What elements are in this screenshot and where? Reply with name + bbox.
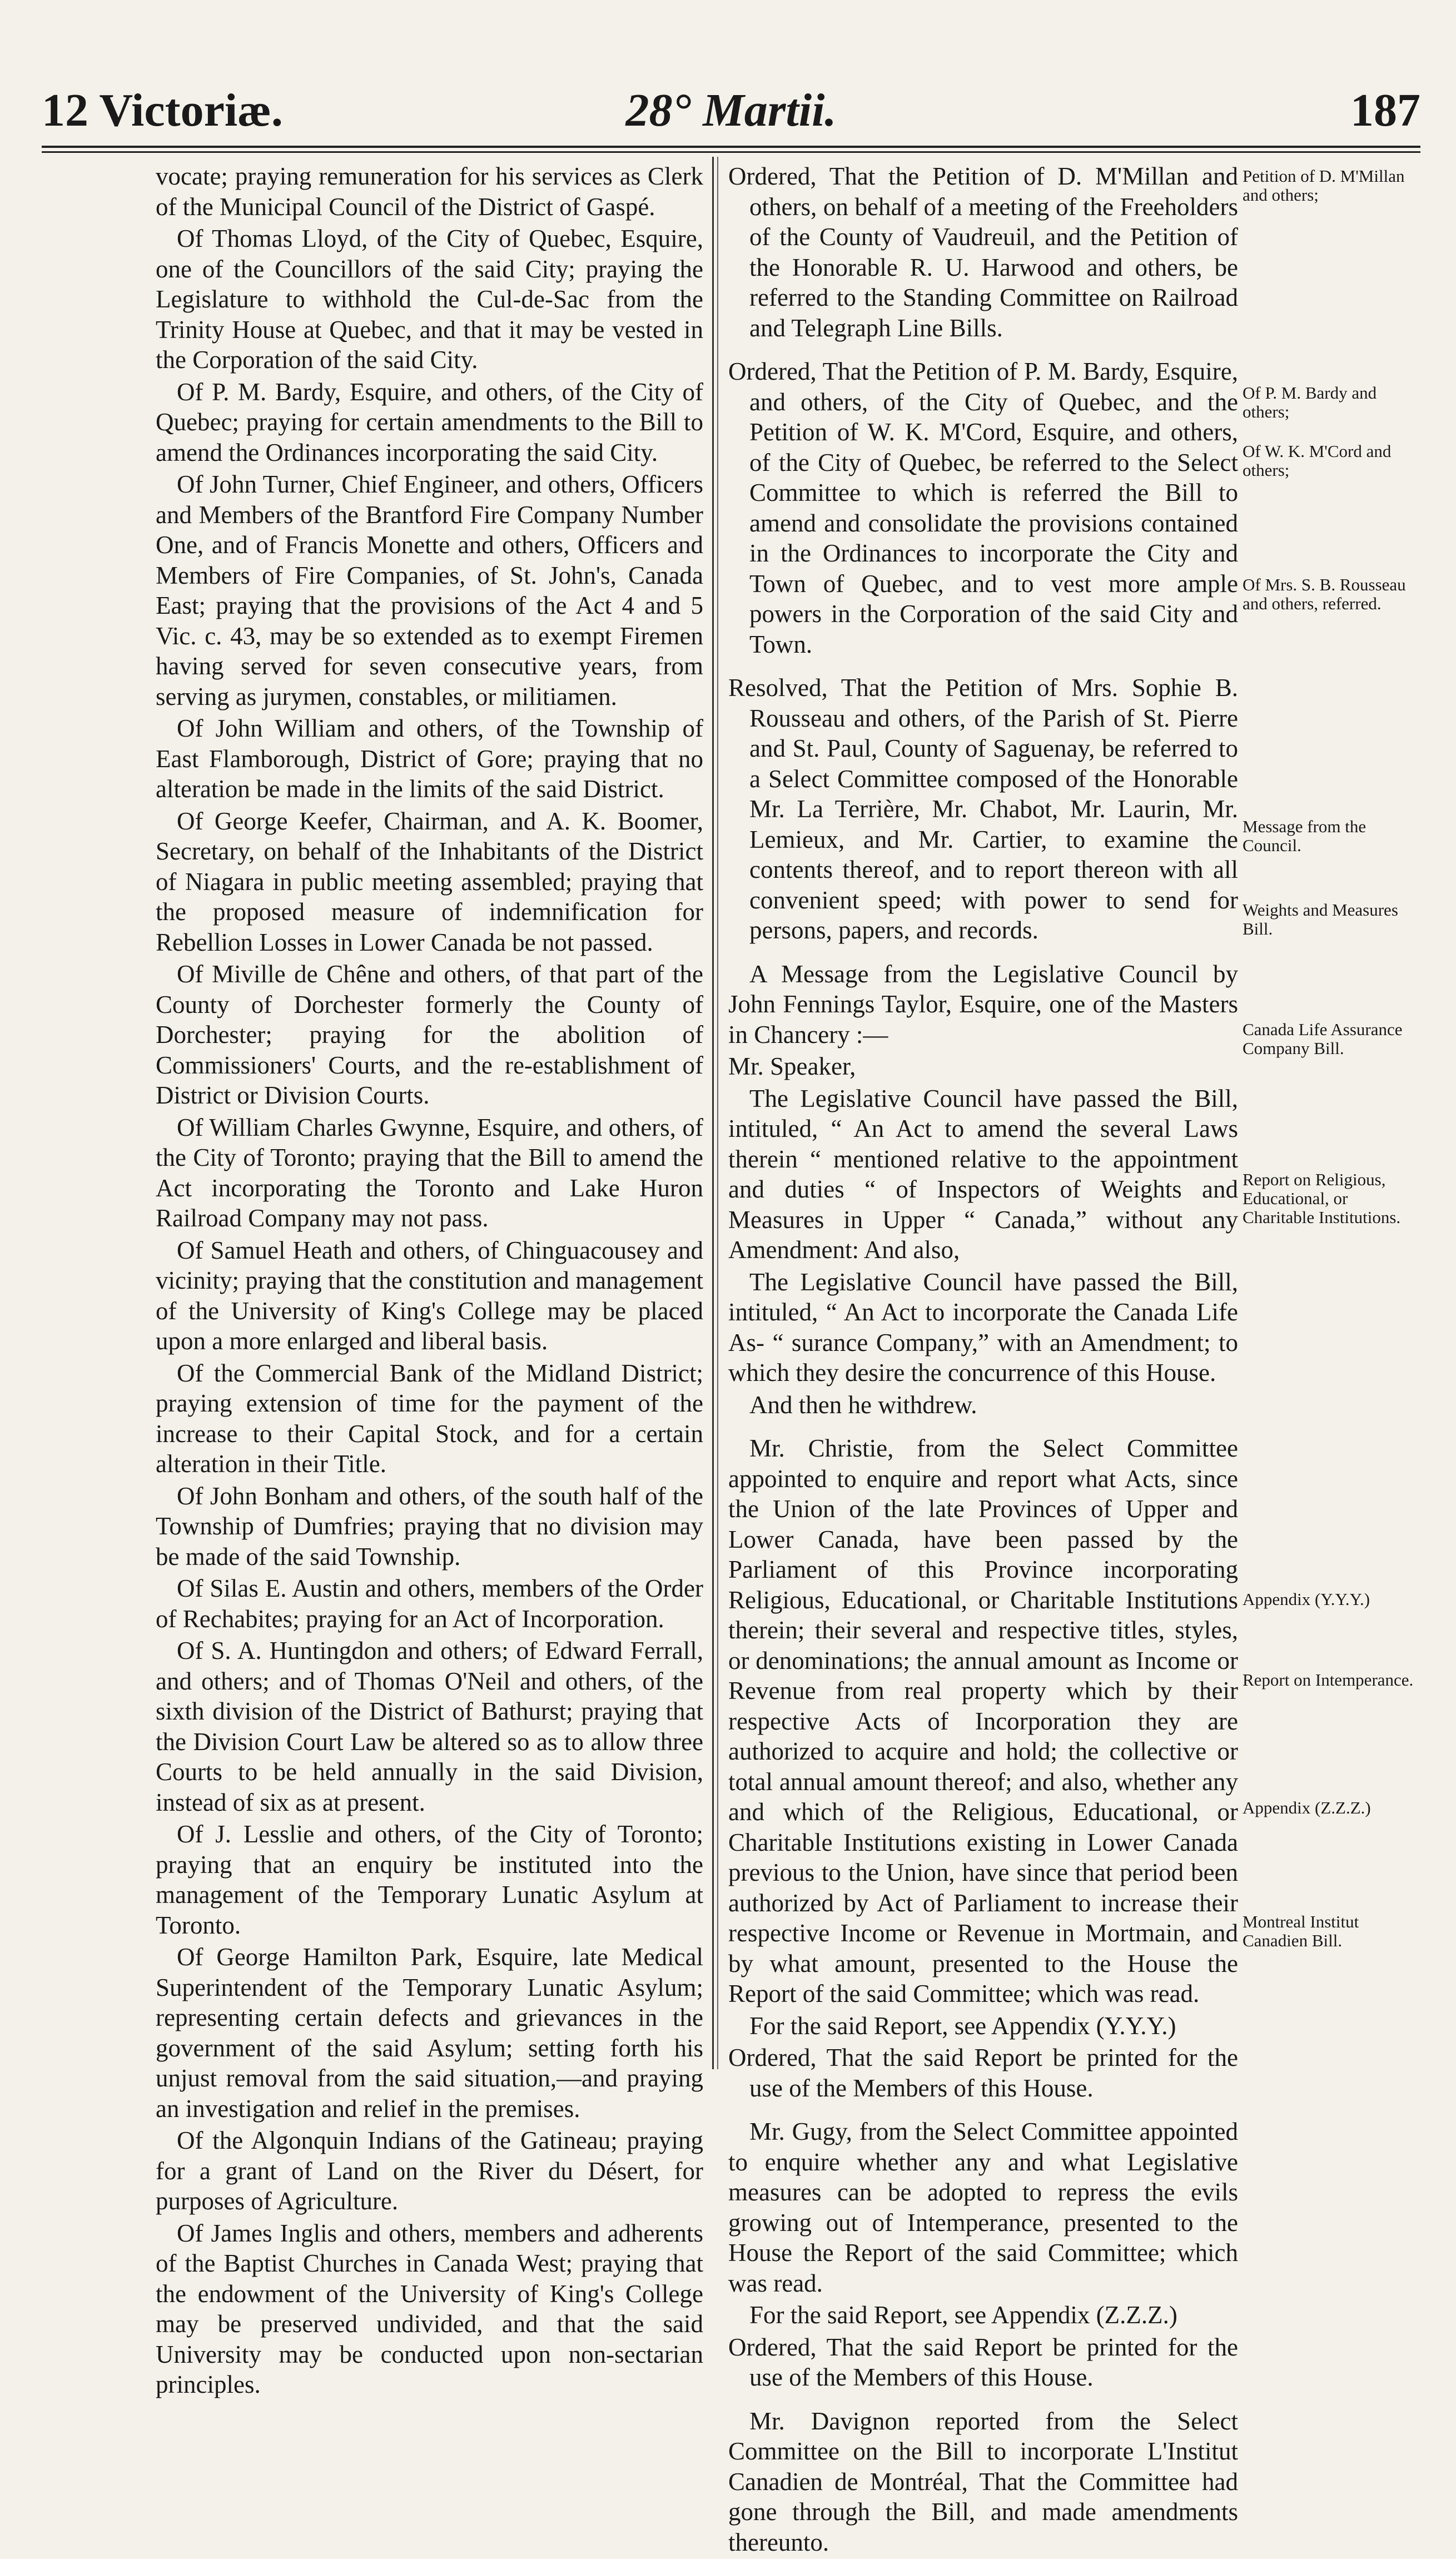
margin-note: Report on Religious, Educational, or Charitable Institutions. bbox=[1243, 1170, 1401, 1227]
resolution-paragraph: Resolved, That the Petition of Mrs. Sophie B. Rousseau and others, of the Parish of St. Pierre and St. Paul, County of Saguenay, be referred to a Select Committee composed of the Honorable Mr. La Terrière, Mr. Chabot, Mr. Laurin, Mr. Lemieux, and Mr. Cartier, to examine the contents thereof, and to report thereon with all convenient speed; with power to send for persons, papers, and records. bbox=[728, 674, 1238, 944]
message-intro: A Message from the Legislative Council by John Fennings Taylor, Esquire, one of the Masters in Chancery :— bbox=[728, 960, 1238, 1049]
margin-note: Montreal Institut Canadien Bill. bbox=[1243, 1912, 1359, 1950]
header-rule-thick bbox=[42, 146, 1420, 148]
petition-paragraph: Of Samuel Heath and others, of Chinguacousey and vicinity; praying that the constitution and management of the University of King's College may be placed upon a more enlarged and liberal basis. bbox=[156, 1236, 703, 1355]
report-paragraph: Mr. Christie, from the Select Committee appointed to enquire and report what Acts, since the Union of the late Provinces of Upper and Lower Canada, have been passed by the Parliament of this Province incorporating Religious, Educational, or Charitable Institutions therein; their several and respective titles, styles, or denominations; the annual amount as Income or Revenue from real property which by their respective Acts of Incorporation they are authorized to acquire and hold; the collective or total annual amount thereof; and also, whether any and which of the Religious, Educational, or Charitable Institutions existing in Lower Canada previous to the Union, have since that period been authorized by Act of Parliament to increase their respective Income or Revenue in Mortmain, and by what amount, presented to the House the Report of the said Committee; which was read. bbox=[728, 1434, 1238, 2008]
order-paragraph: Ordered, That the Petition of D. M'Millan and others, on behalf of a meeting of the Freeholders of the County of Vaudreuil, and the Petition of the Honorable R. U. Harwood and others, be referred to the Standing Committee on Railroad and Telegraph Line Bills. bbox=[728, 162, 1238, 342]
margin-note: Message from the Council. bbox=[1243, 817, 1366, 855]
petition-paragraph: Of John Turner, Chief Engineer, and others, Officers and Members of the Brantford Fire Company Number One, and of Francis Monette and others, Officers and Members of Fire Companies, of St. John's, Canada East; praying that the provisions of the Act 4 and 5 Vic. c. 43, may be so extended as to exempt Firemen having served for seven consecutive years, from serving as jurymen, constables, or militiamen. bbox=[156, 470, 703, 710]
page-number: 187 bbox=[1350, 85, 1420, 136]
left-column bbox=[156, 161, 703, 2402]
margin-note: Appendix (Z.Z.Z.) bbox=[1243, 1798, 1371, 1817]
petition-paragraph: Of J. Lesslie and others, of the City of Toronto; praying that an enquiry be instituted into the management of the Temporary Lunatic Asylum at Toronto. bbox=[156, 1820, 703, 1939]
margin-note: Of P. M. Bardy and others; bbox=[1243, 383, 1377, 421]
petition-paragraph: Of Thomas Lloyd, of the City of Quebec, Esquire, one of the Councillors of the said City; praying the Legislature to withhold the Cul-de-Sac from the Trinity House at Quebec, and that it may be vested in the Corporation of the said City. bbox=[156, 225, 703, 374]
petition-paragraph: Of James Inglis and others, members and adherents of the Baptist Churches in Canada West; praying that the endowment of the University of King's College may be preserved undivided, and that the said University may be conducted upon non-sectarian principles. bbox=[156, 2219, 703, 2398]
margin-note: Weights and Measures Bill. bbox=[1243, 900, 1398, 938]
report-paragraph: Mr. Davignon reported from the Select Committee on the Bill to incorporate L'Institut Canadien de Montréal, That the Committee had gone through the Bill, and made amendments thereunto. bbox=[728, 2407, 1238, 2556]
header-rule-thin bbox=[42, 151, 1420, 153]
margin-note: Appendix (Y.Y.Y.) bbox=[1243, 1589, 1370, 1609]
petition-paragraph: vocate; praying remuneration for his services as Clerk of the Municipal Council of the District of Gaspé. bbox=[156, 162, 703, 221]
petition-paragraph: Of John William and others, of the Township of East Flamborough, District of Gore; praying that no alteration be made in the limits of the said District. bbox=[156, 714, 703, 803]
petition-paragraph: Of William Charles Gwynne, Esquire, and others, of the City of Toronto; praying that the Bill to amend the Act incorporating the Toronto and Lake Huron Railroad Company may not pass. bbox=[156, 1113, 703, 1232]
margin-note: Canada Life Assurance Company Bill. bbox=[1243, 1020, 1403, 1058]
petition-paragraph: Of George Hamilton Park, Esquire, late Medical Superintendent of the Temporary Lunatic Asylum; representing certain defects and grievances in the government of the said Asylum; setting forth his unjust removal from the said situation,—and praying an investigation and relief in the premises. bbox=[156, 1943, 703, 2123]
petition-paragraph: Of the Commercial Bank of the Midland District; praying extension of time for the payment of the increase to their Capital Stock, and for a certain alteration in their Title. bbox=[156, 1359, 703, 1478]
margin-note: Report on Intemperance. bbox=[1243, 1670, 1414, 1690]
header-date: 28° Martii. bbox=[625, 85, 837, 136]
appendix-reference: For the said Report, see Appendix (Z.Z.Z.) bbox=[749, 2301, 1177, 2329]
message-paragraph: The Legislative Council have passed the Bill, intituled, “ An Act to incorporate the Canada Life As- “ surance Company,” with an Amendment; to which they desire the concurrence of this House. bbox=[728, 1268, 1238, 1387]
margin-note: Petition of D. M'Millan and others; bbox=[1243, 166, 1405, 205]
column-divider-inner bbox=[717, 157, 718, 2069]
order-paragraph: Ordered, That the Petition of P. M. Bardy, Esquire, and others, of the City of Quebec, and the Petition of W. K. M'Cord, Esquire, and others, of the City of Quebec, be referred to the Select Committee to which is referred the Bill to amend and consolidate the provisions contained in the Ordinances to incorporate the City and Town of Quebec, and to vest more ample powers in the Corporation of the said City and Town. bbox=[728, 357, 1238, 658]
petition-paragraph: Of Silas E. Austin and others, members of the Order of Rechabites; praying for an Act of Incorporation. bbox=[156, 1574, 703, 1633]
margin-note: Of W. K. M'Cord and others; bbox=[1243, 441, 1392, 480]
header-regnal-year: 12 Victoriæ. bbox=[42, 85, 283, 136]
petition-paragraph: Of the Algonquin Indians of the Gatineau; praying for a grant of Land on the River du Désert, for purposes of Agriculture. bbox=[156, 2126, 703, 2215]
margin-note: Of Mrs. S. B. Rousseau and others, referred. bbox=[1243, 575, 1406, 613]
right-column bbox=[728, 161, 1238, 2559]
appendix-reference: For the said Report, see Appendix (Y.Y.Y.) bbox=[749, 2011, 1176, 2040]
order-paragraph: Ordered, That the said Report be printed for the use of the Members of this House. bbox=[728, 2044, 1238, 2102]
message-salutation: Mr. Speaker, bbox=[728, 1052, 856, 1080]
petition-paragraph: Of S. A. Huntingdon and others; of Edward Ferrall, and others; and of Thomas O'Neil and others, of the sixth division of the District of Bathurst; praying that the Division Court Law be altered so as to allow three Courts to be held annually in the said Division, instead of six as at present. bbox=[156, 1637, 703, 1816]
petition-paragraph: Of P. M. Bardy, Esquire, and others, of the City of Quebec; praying for certain amendments to the Bill to amend the Ordinances incorporating the said City. bbox=[156, 377, 703, 466]
petition-paragraph: Of John Bonham and others, of the south half of the Township of Dumfries; praying that no division may be made of the said Township. bbox=[156, 1482, 703, 1571]
petition-paragraph: Of George Keefer, Chairman, and A. K. Boomer, Secretary, on behalf of the Inhabitants of the District of Niagara in public meeting assembled; praying that the proposed measure of indemnification for Rebellion Losses in Lower Canada be not passed. bbox=[156, 807, 703, 956]
running-header bbox=[42, 83, 1420, 145]
column-divider bbox=[712, 157, 714, 2069]
message-closing: And then he withdrew. bbox=[749, 1390, 977, 1419]
petition-paragraph: Of Miville de Chêne and others, of that part of the County of Dorchester formerly the County of Dorchester; praying for the abolition of Commissioners' Courts, and the re-establishment of District or Division Courts. bbox=[156, 960, 703, 1109]
report-paragraph: Mr. Gugy, from the Select Committee appointed to enquire whether any and what Legislative measures can be adopted to repress the evils growing out of Intemperance, presented to the House the Report of the said Committee; which was read. bbox=[728, 2118, 1238, 2297]
order-paragraph: Ordered, That the said Report be printed for the use of the Members of this House. bbox=[728, 2333, 1238, 2391]
message-paragraph: The Legislative Council have passed the Bill, intituled, “ An Act to amend the several Laws therein “ mentioned relative to the appointment and duties “ of Inspectors of Weights and Measures in Upper “ Canada,” without any Amendment: And also, bbox=[728, 1084, 1238, 1264]
